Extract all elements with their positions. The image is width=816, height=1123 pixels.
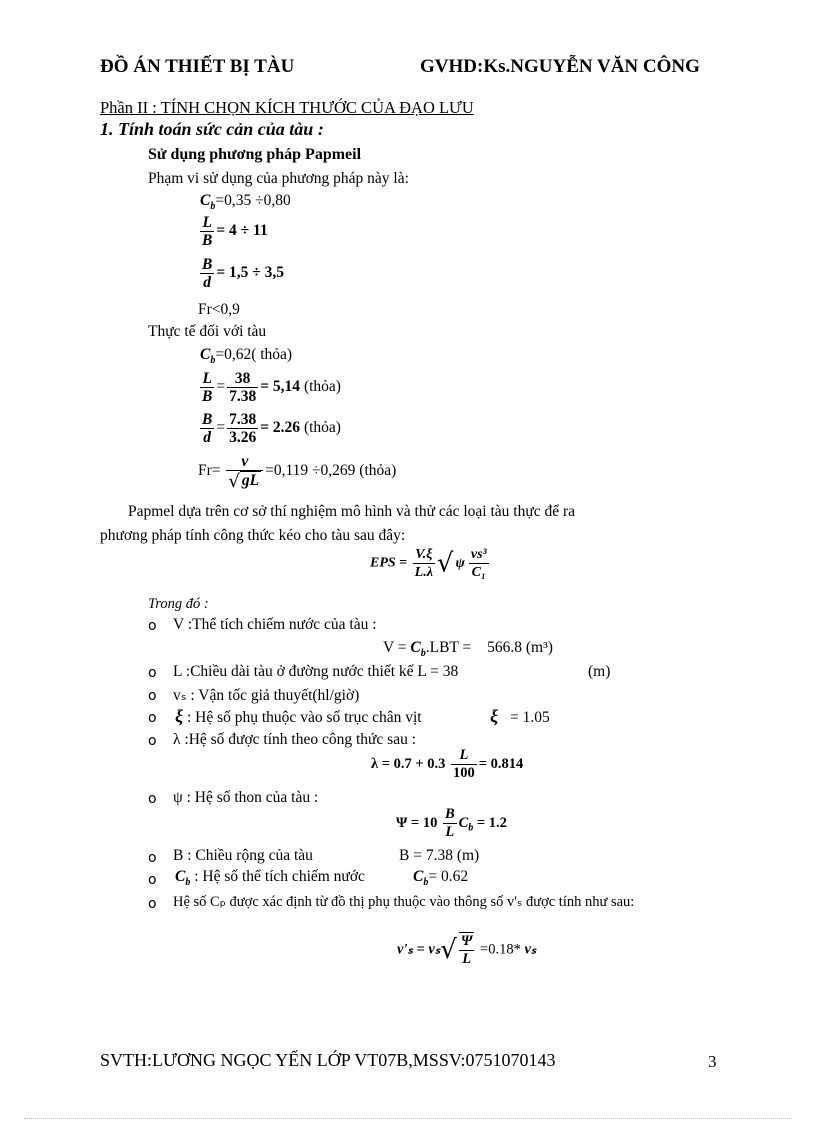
bullet-cb: o [148, 872, 157, 888]
item-l-text: L :Chiều dài tàu ở đường nước thiết kế L = 38 [173, 663, 459, 680]
bullet-lambda: o [148, 733, 157, 749]
bullet-cp: o [148, 896, 157, 912]
item-psi-text: ψ : Hệ số thon của tàu : [173, 789, 319, 806]
item-cp-text: Hệ số Cₚ được xác định từ đồ thị phụ thuộc vào thông số v'ₛ được tính như sau: [173, 894, 635, 910]
actual-intro: Thực tế đối với tàu [148, 323, 267, 340]
method-title: Sử dụng phương pháp Papmeil [148, 146, 362, 163]
bullet-xi: o [148, 710, 157, 726]
bullet-vs: o [148, 688, 157, 704]
eps-formula: EPS = $\frac{V.\xi}{L.\lambda}$ √ ψ $\frac{\text{vs³}}{\text{C₁}}$ [370, 547, 487, 580]
bullet-psi: o [148, 791, 157, 807]
item-xi-value: ξ = 1.05 [490, 706, 550, 726]
bullet-l: o [148, 665, 157, 681]
range-intro: Phạm vi sử dụng của phương pháp này là: [148, 170, 409, 187]
header-left: ĐỒ ÁN THIẾT BỊ TÀU [100, 56, 295, 77]
item-v-formula: $V = C_b.LBT = 566.8$ (m³) [383, 639, 553, 660]
lambda-formula: λ = 0.7 + 0.3 $\frac{L}{100}$ = 0.814 [371, 747, 524, 781]
range-l-over-b: $\frac{L}{B}$ = 4 ÷ 11 [202, 214, 268, 249]
item-cb-text: $C_b$ : Hệ số thể tích chiếm nước [175, 868, 365, 889]
page-number: 3 [708, 1052, 717, 1071]
header-right: GVHD:Ks.NGUYỄN VĂN CÔNG [420, 56, 700, 77]
actual-l-over-b: $\frac{L}{B}$ = $\frac{38}{7.38}$ = 5,14 (thỏa) [202, 370, 341, 405]
bullet-v: o [148, 618, 157, 634]
item-l-unit: (m) [588, 663, 611, 680]
bullet-b: o [148, 850, 157, 866]
paragraph-line-2: phương pháp tính công thức kéo cho tàu sau đây: [100, 527, 406, 544]
section-title: Phần II : TÍNH CHỌN KÍCH THƯỚC CỦA ĐẠO LƯU [100, 98, 474, 117]
footer-student: SVTH:LƯƠNG NGỌC YẾN LỚP VT07B,MSSV:0751070143 [100, 1050, 556, 1070]
actual-froude: Fr= $\frac{v}{√ gL}$ =0,119 ÷0,269 (thỏa) [198, 453, 397, 492]
actual-b-over-d: $\frac{B}{d}$ = $\frac{7.38}{3.26}$ = 2.26 (thỏa) [202, 411, 341, 446]
where-label: Trong đó : [148, 596, 209, 612]
cb-symbol: C [200, 192, 211, 209]
item-xi-text: ξ : Hệ số phụ thuộc vào số trục chân vịt [175, 706, 422, 726]
item-vs-text: vₛ : Vận tốc giả thuyết(hl/giờ) [173, 687, 360, 704]
item-cb-value: $C_b= 0.62$ [413, 868, 469, 889]
range-b-over-d: $\frac{B}{d}$ = 1,5 ÷ 3,5 [202, 256, 285, 291]
item-b-text: B : Chiều rộng của tàu [173, 847, 313, 864]
psi-formula: Ψ = 10 $\frac{B}{L}$ $C_b = 1.2$ [396, 806, 507, 840]
item-b-value: B = 7.38 (m) [399, 847, 480, 864]
subsection-title: 1. Tính toán sức cản của tàu : [100, 119, 324, 139]
paragraph-line-1: Papmel dựa trên cơ sở thí nghiệm mô hình và thử các loại tàu thực để ra [128, 503, 576, 520]
vs-formula: v'ₛ = vₛ√ $\frac{\Psi}{L}$ =0.18* vₛ [397, 933, 537, 967]
actual-cb: $C_b=0,62$( thỏa) [200, 346, 293, 367]
range-cb: $C_b=0,35 \div 0,80$ [200, 192, 291, 213]
page-bottom-divider [24, 1118, 792, 1119]
item-v-text: V :Thể tích chiếm nước của tàu : [173, 616, 377, 633]
range-froude: Fr<0,9 [198, 301, 240, 318]
item-lambda-text: λ :Hệ số được tính theo công thức sau : [173, 731, 417, 748]
